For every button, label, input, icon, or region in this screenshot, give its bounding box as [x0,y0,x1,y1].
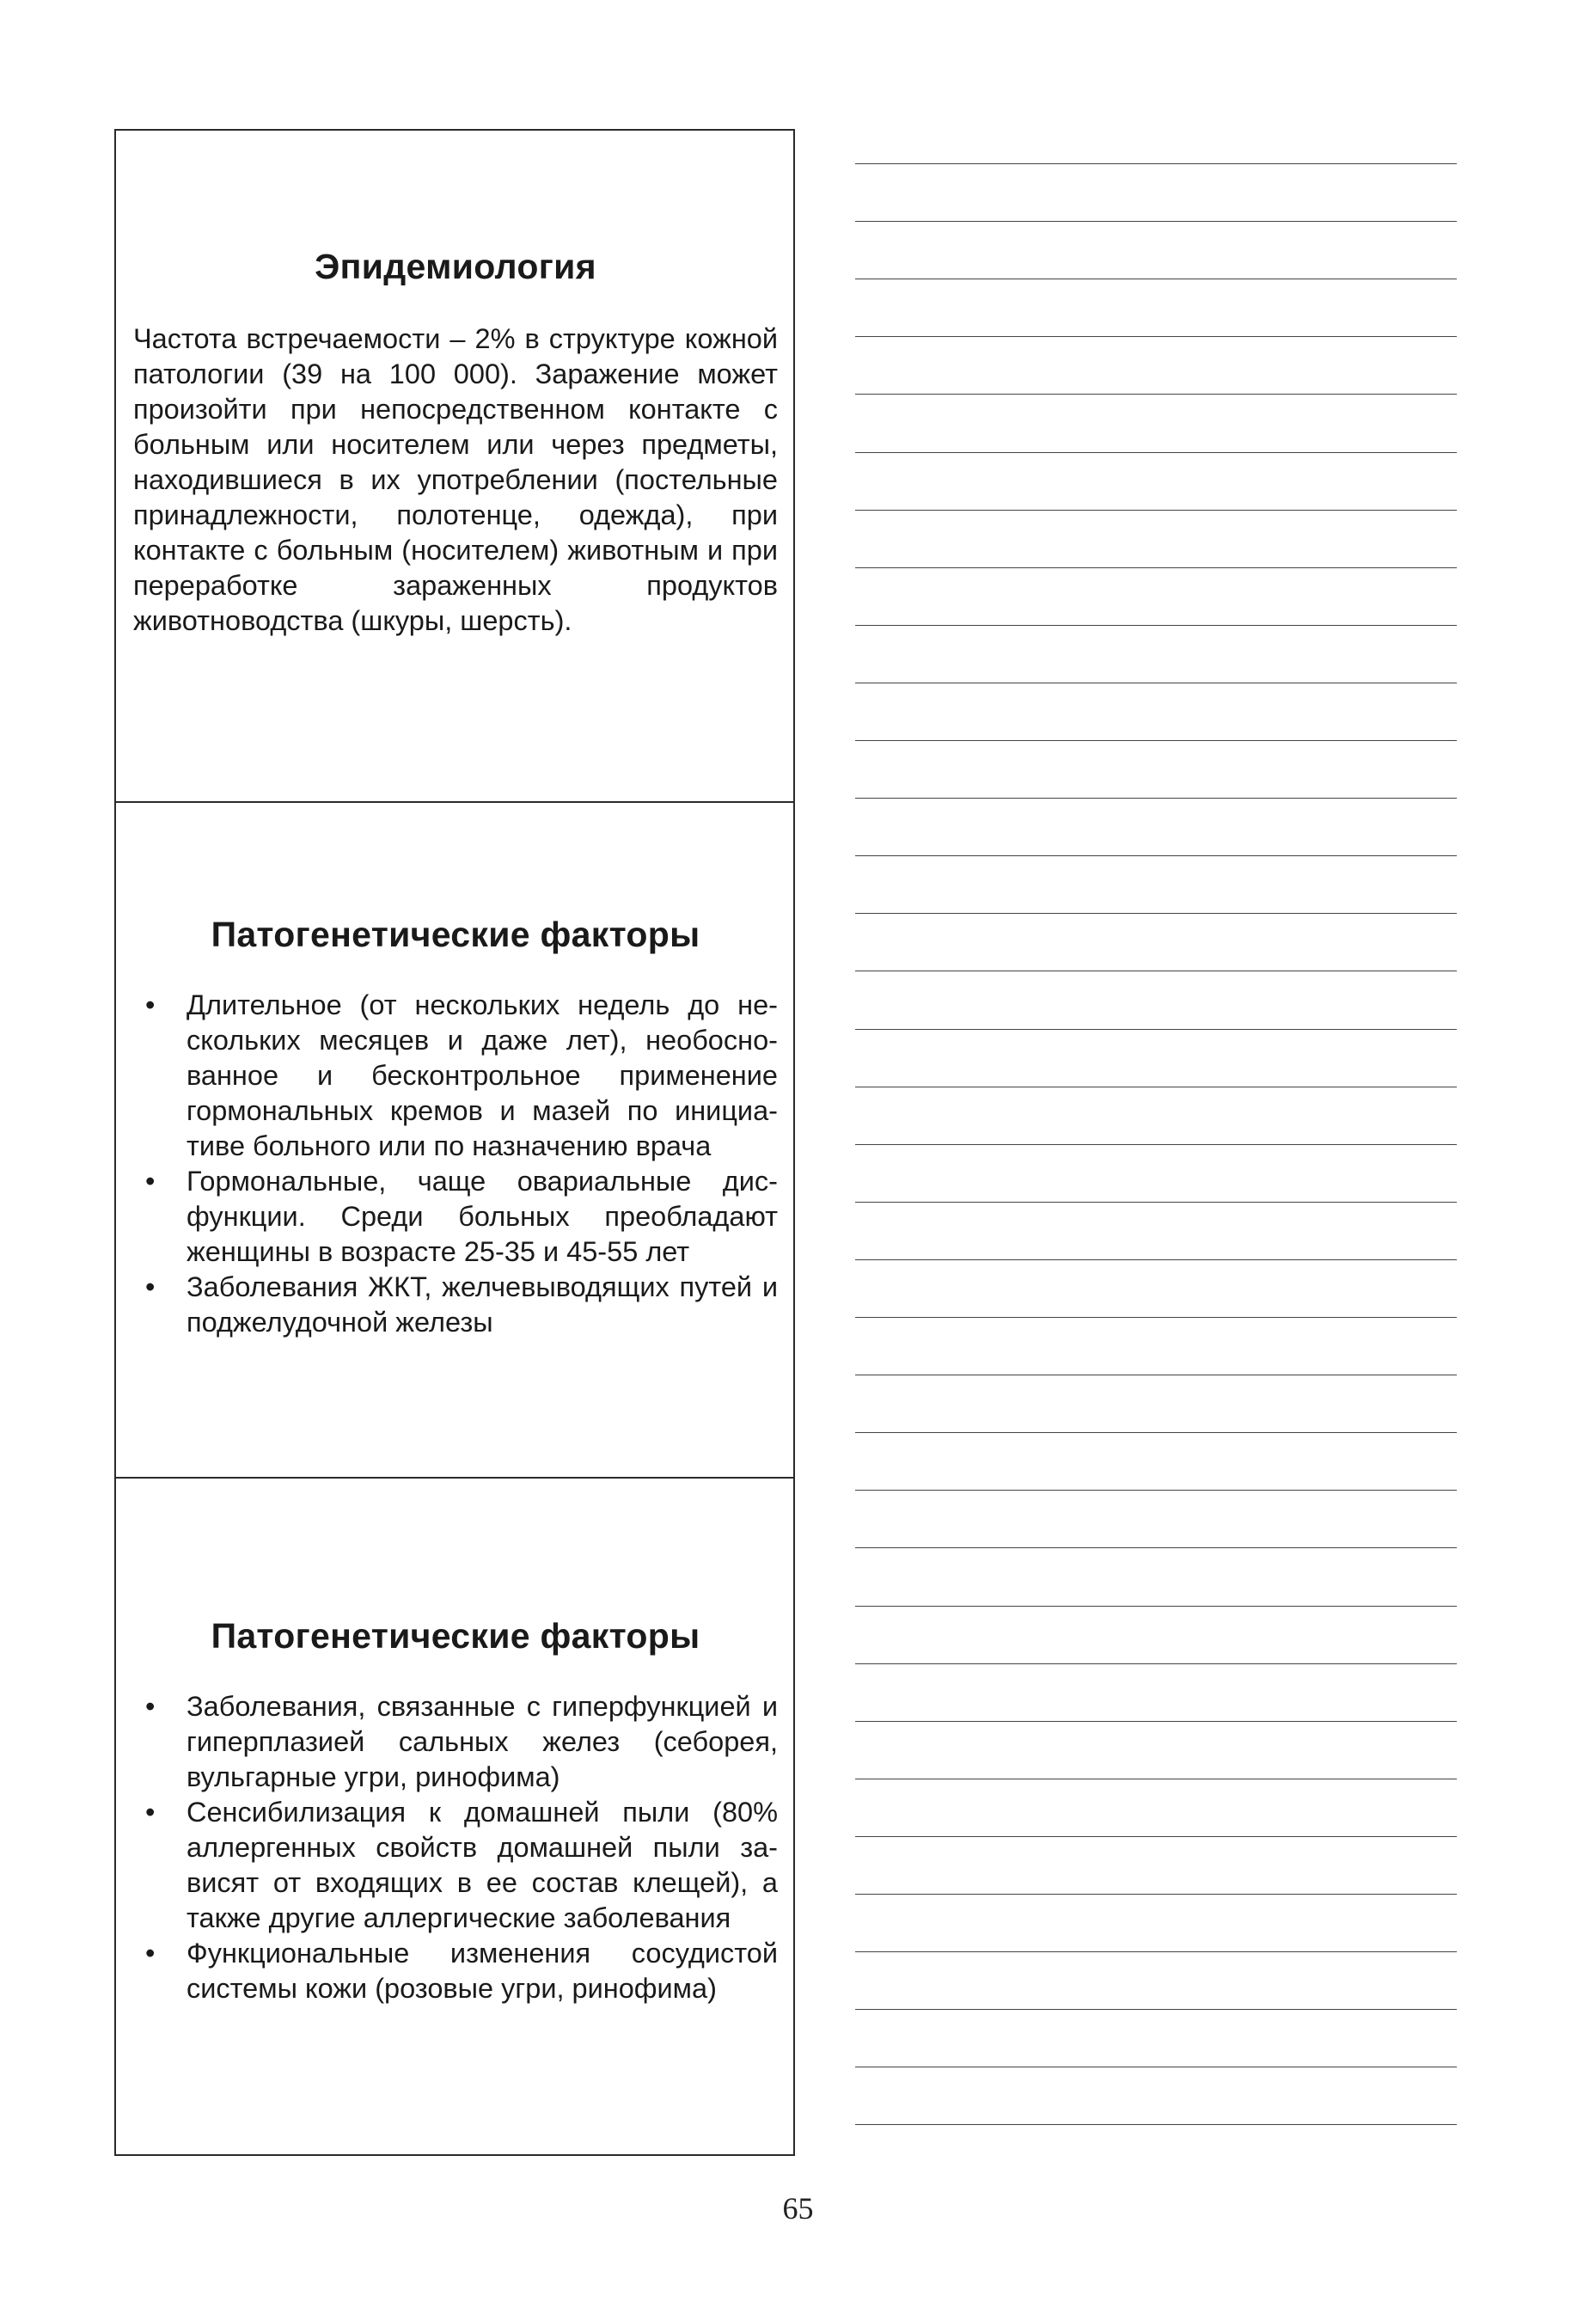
note-line [855,1894,1457,1895]
note-line [855,798,1457,799]
note-line [855,1547,1457,1548]
note-line [855,394,1457,395]
note-line [855,1721,1457,1722]
list-item: • Заболевания, связанные с гиперфункцией и гиперплазией сальных желез (себорея, вульгарные угри, ринофима) [133,1689,778,1795]
section-paragraph: Частота встречаемости – 2% в структуре кожной патологии (39 на 100 000). Заражение может произойти при непосредственном контакте с больным или носителем или через предметы, находившиеся в их употреблении (постельные принадлежности, полотенце, одежда), при контакте с больным (носителем) животным и при переработке зараженных продуктов животноводства (шкуры, шерсть). [133,323,778,636]
section-epidemiology [116,131,793,803]
note-line [855,1490,1457,1491]
note-line [855,1663,1457,1664]
list-item: • Заболевания ЖКТ, желчевыводящих путей и поджелудочной железы [133,1270,778,1340]
note-line [855,336,1457,337]
note-line [855,452,1457,453]
section-pathogenetic-factors-2 [116,1479,793,2156]
note-line [855,913,1457,914]
bullet-list [133,1689,778,2006]
note-line [855,221,1457,222]
bullet-list [133,988,778,1340]
note-line [855,567,1457,568]
note-line [855,510,1457,511]
note-line [855,1317,1457,1318]
note-line [855,1144,1457,1145]
note-line [855,1202,1457,1203]
list-item: • Длительное (от нескольких недель до нескольких месяцев и даже лет), необоснованное и бесконтрольное применение гормональных кремов и мазей по инициативе больного или по назначению врача [133,988,778,1164]
note-line [855,1432,1457,1433]
note-line [855,1259,1457,1260]
section-title: Эпидемиология [315,247,596,286]
note-line [855,1029,1457,1030]
section-title: Патогенетические факторы [211,1616,700,1656]
page-number: 65 [782,2191,814,2226]
note-line [855,855,1457,856]
note-line [855,740,1457,741]
section-title: Патогенетические факторы [211,915,700,954]
list-item: • Гормональные, чаще овариальные дисфункции. Среди больных преобладают женщины в возрасте 25-35 и 45-55 лет [133,1164,778,1270]
note-line [855,625,1457,626]
list-item: • Сенсибилизация к домашней пыли (80% аллергенных свойств домашней пыли зависят от входящих в ее состав клещей), а также другие аллергические заболевания [133,1795,778,1936]
note-line [855,1951,1457,1952]
note-line [855,2124,1457,2125]
note-line [855,1836,1457,1837]
note-line [855,1606,1457,1607]
note-line [855,163,1457,164]
content-panel [114,129,795,2156]
section-pathogenetic-factors-1 [116,803,793,1479]
list-item: • Функциональные изменения сосудистой системы кожи (розовые угри, ринофима) [133,1936,778,2006]
note-line [855,2009,1457,2010]
